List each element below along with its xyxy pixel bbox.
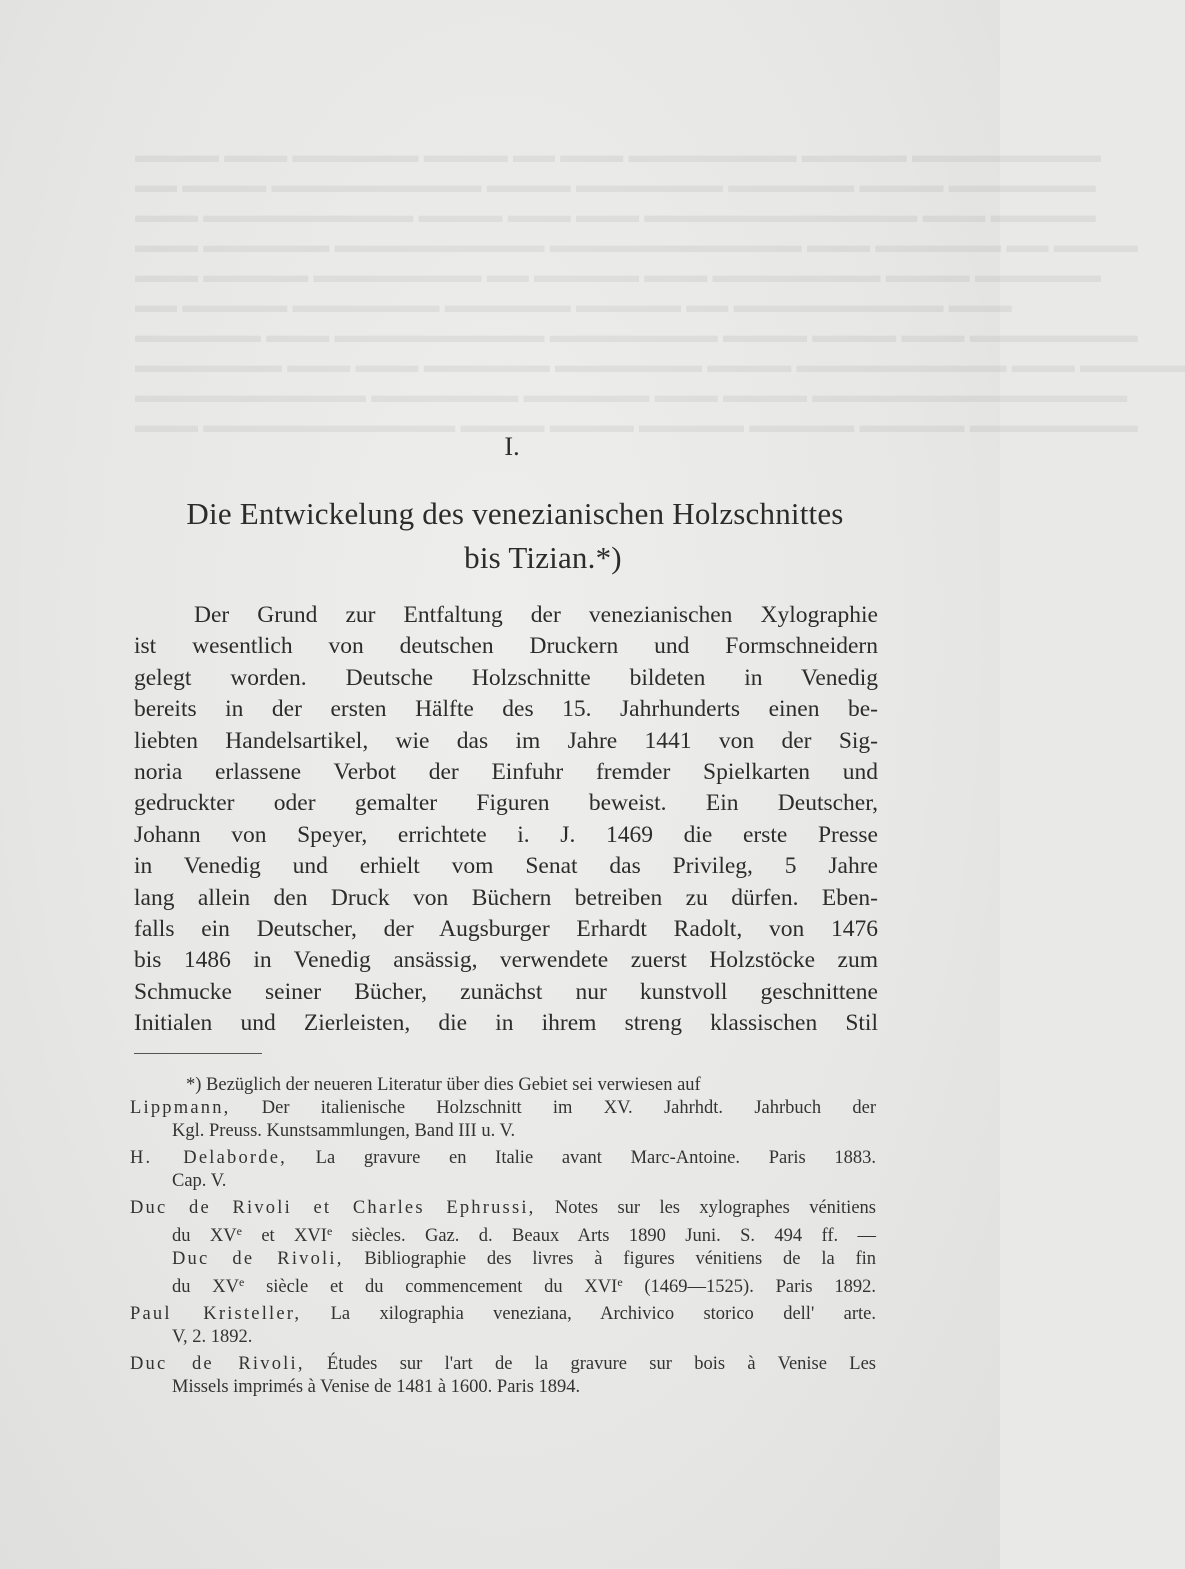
footnote-text: et XVI [241, 1226, 327, 1246]
body-line: in Venedig und erhielt vom Senat das Privileg, 5 Jahre [134, 853, 878, 880]
footnote-line: Missels imprimés à Venise de 1481 à 1600. Paris 1894. [172, 1377, 581, 1397]
footnote-text: Bibliographie des livres à figures vénitiens de la fin [364, 1249, 877, 1269]
chapter-title [160, 492, 870, 580]
footnote-text: Notes sur les xylographes vénitiens [554, 1198, 876, 1218]
superscript: e [326, 1224, 333, 1238]
body-line: Schmucke seiner Bücher, zunächst nur kunstvoll geschnittene [134, 978, 878, 1005]
footnote-line [130, 1147, 876, 1170]
superscript: e [238, 1275, 245, 1289]
footnote-text: siècles. Gaz. d. Beaux Arts 1890 Juni. S. 494 ff. — [332, 1226, 877, 1246]
body-line: gedruckter oder gemalter Figuren beweist. Ein Deutscher, [134, 790, 878, 817]
body-line: ist wesentlich von deutschen Druckern und Formschneidern [134, 633, 878, 660]
author-name: H. Delaborde, [130, 1148, 287, 1168]
footnote-text: Der italienische Holzschnitt im XV. Jahrhdt. Jahrbuch der [261, 1098, 877, 1118]
footnote-line [130, 1303, 876, 1326]
body-line: noria erlassene Verbot der Einfuhr fremder Spielkarten und [134, 758, 878, 785]
footnote-entry [130, 1074, 876, 1143]
footnote-entry [130, 1197, 876, 1299]
footnote-line: *) Bezüglich der neueren Literatur über dies Gebiet sei verwiesen auf [186, 1075, 701, 1095]
footnote-entry [130, 1147, 876, 1193]
chapter-number: I. [504, 432, 520, 461]
footnote-text: (1469—1525). Paris 1892. [622, 1277, 876, 1297]
footnote-line [130, 1220, 876, 1248]
footnote-text: La xilographia veneziana, Archivico storico dell' arte. [330, 1304, 877, 1324]
superscript: e [617, 1275, 623, 1289]
author-name: Duc de Rivoli et Charles Ephrussi, [130, 1198, 536, 1218]
body-paragraph [134, 600, 878, 1039]
body-line: bereits in der ersten Hälfte des 15. Jahrhunderts einen be- [134, 696, 878, 723]
author-name: Paul Kristeller, [130, 1304, 302, 1324]
footnote-line [130, 1097, 876, 1120]
footnote-rule [134, 1053, 262, 1054]
footnote-entry [130, 1353, 876, 1399]
author-name: Lippmann, [130, 1098, 231, 1118]
superscript: e [236, 1224, 242, 1238]
footnote-line: Kgl. Preuss. Kunstsammlungen, Band III u. V. [172, 1121, 516, 1141]
footnote-line: V, 2. 1892. [172, 1327, 253, 1347]
footnote-entry [130, 1303, 876, 1349]
footnote-line [130, 1353, 876, 1376]
chapter-title-line: bis Tizian.*) [464, 540, 622, 575]
chapter-title-line: Die Entwickelung des venezianischen Holzschnittes [186, 496, 844, 531]
footnote-line [130, 1248, 876, 1271]
footnote-line [130, 1271, 876, 1299]
footnote-text: siècle et du commencement du XVI [244, 1277, 618, 1297]
footnote-line [130, 1197, 876, 1220]
footnote-text: Études sur l'art de la gravure sur bois à Venise Les [327, 1354, 877, 1374]
body-line: lang allein den Druck von Büchern betreiben zu dürfen. Eben- [134, 884, 878, 911]
body-line: liebten Handelsartikel, wie das im Jahre 1441 von der Sig- [134, 727, 878, 754]
body-line: bis 1486 in Venedig ansässig, verwendete zuerst Holzstöcke zum [134, 947, 878, 974]
body-line: gelegt worden. Deutsche Holzschnitte bildeten in Venedig [134, 664, 878, 691]
footnote-line: Cap. V. [172, 1171, 227, 1191]
footnote-text: du XV [172, 1226, 237, 1246]
footnotes [130, 1074, 876, 1403]
body-line: Der Grund zur Entfaltung der venezianischen Xylographie [194, 602, 878, 628]
author-name: Duc de Rivoli, [130, 1354, 305, 1374]
footnote-text: du XV [172, 1277, 239, 1297]
author-name: Duc de Rivoli, [172, 1249, 344, 1269]
body-line: Initialen und Zierleisten, die in ihrem streng klassischen Stil [134, 1010, 878, 1037]
bleed-through-texture: ▬▬▬▬ ▬▬▬ ▬▬▬▬▬▬ ▬▬▬▬ ▬▬ ▬▬▬ ▬▬▬▬▬▬▬▬ ▬▬▬▬▬ ▬▬▬▬▬▬▬▬▬ ▬▬ ▬▬▬▬ ▬▬▬▬▬▬▬▬▬▬ ▬▬▬▬ ▬▬▬▬▬▬▬ ▬▬▬▬▬▬ ▬▬▬▬ ▬▬▬▬▬▬▬ ▬▬▬ ▬▬▬▬▬▬▬▬▬▬ ▬▬▬▬ ▬▬▬ ▬▬▬ ▬▬▬▬▬▬▬▬▬▬▬▬▬ ▬▬▬ ▬▬▬▬▬ ▬▬▬ ▬▬▬▬▬▬ ▬▬▬▬▬▬▬▬▬▬ ▬▬▬▬▬▬▬▬▬▬▬▬ ▬▬▬ ▬▬▬▬▬▬ ▬▬ ▬▬▬▬ ▬▬▬ ▬▬▬▬▬ ▬▬▬▬▬▬▬▬ ▬▬ ▬▬▬▬▬ ▬▬▬ ▬▬▬▬▬▬▬▬ ▬▬▬▬ ▬▬▬▬▬▬ ▬▬ ▬▬▬▬▬ ▬▬▬▬▬▬▬ ▬▬▬▬▬▬ ▬▬▬▬▬ ▬▬ ▬▬▬▬▬▬▬▬▬▬ ▬▬▬ ▬▬▬▬▬▬ ▬▬▬ ▬▬▬▬▬▬▬▬▬▬ ▬▬▬▬▬▬▬▬ ▬▬▬▬ ▬▬▬▬ ▬▬▬ ▬▬▬▬▬▬▬▬ ▬▬▬▬▬▬▬ ▬▬▬ ▬▬▬ ▬▬▬▬▬▬ ▬▬▬▬▬▬▬ ▬▬▬▬ ▬▬▬▬▬▬▬▬▬▬ ▬▬▬ ▬▬▬▬▬ ▬▬▬▬▬▬▬▬▬▬▬ ▬▬▬▬▬▬▬ ▬▬▬▬▬▬ ▬▬▬ ▬▬▬▬ ▬▬▬▬▬▬▬▬▬▬▬▬▬▬▬ ▬▬▬ ▬▬▬▬▬▬▬▬▬▬▬▬ ▬▬▬▬ ▬▬▬▬ ▬▬▬▬▬ ▬▬▬▬▬ ▬▬▬▬▬ ▬▬▬▬▬▬▬▬ [135, 143, 1185, 437]
footnote-text: La gravure en Italie avant Marc-Antoine. Paris 1883. [315, 1148, 877, 1168]
body-line: falls ein Deutscher, der Augsburger Erhardt Radolt, von 1476 [134, 915, 878, 942]
body-line: Johann von Speyer, errichtete i. J. 1469 die erste Presse [134, 821, 878, 848]
